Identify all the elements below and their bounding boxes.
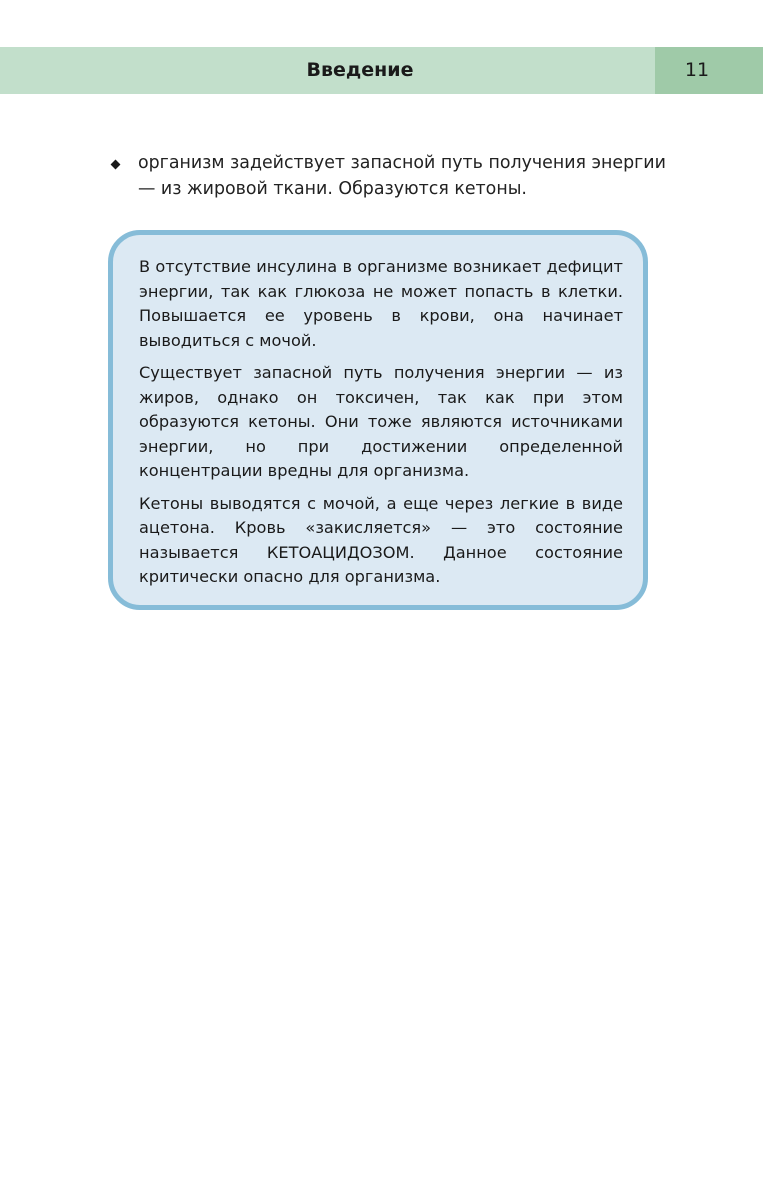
bullet-item <box>110 150 670 202</box>
info-paragraph-3: Кетоны выводятся с мочой, а еще через легкие в виде ацетона. Кровь «закисляется» — это состояние называется КЕТОАЦИДОЗОМ. Данное состояние критически опасно для организма. <box>139 493 623 586</box>
info-paragraph-2: Существует запасной путь получения энергии — из жиров, однако он токсичен, так как при этом образуются кетоны. Они тоже являются источниками энергии, но при достижении определенной концентрации вредны для организма. <box>139 363 623 480</box>
page-number: 11 <box>684 59 710 81</box>
info-paragraph-1: В отсутствие инсулина в организме возникает дефицит энергии, так как глюкоза не может попасть в клетки. Повышается ее уровень в крови, она начинает выводиться с мочой. <box>139 257 623 350</box>
chapter-title: Введение <box>306 59 414 81</box>
diamond-bullet-icon <box>111 160 121 170</box>
info-callout-box <box>108 230 648 610</box>
running-header <box>0 47 655 94</box>
bullet-text: организм задействует запасной путь получения энергии — из жировой ткани. Образуются кетоны. <box>138 153 666 199</box>
page-number-box <box>655 47 763 94</box>
